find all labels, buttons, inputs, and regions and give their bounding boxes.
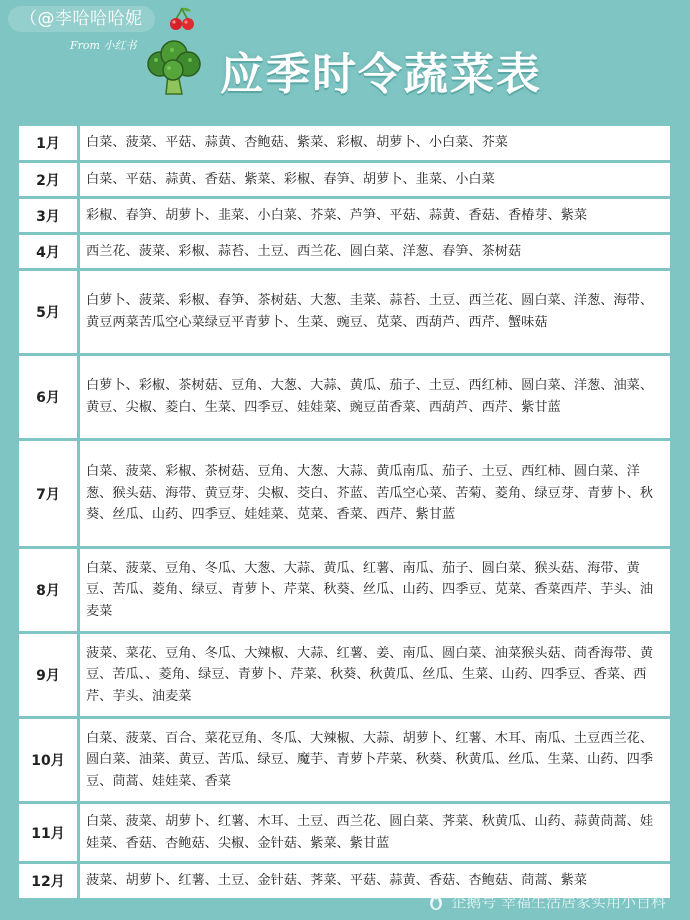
vegetable-cell: 白菜、平菇、蒜黄、香菇、紫菜、彩椒、春笋、胡萝卜、韭菜、小白菜 [86,171,495,187]
month-cell: 4月 [19,235,80,268]
header [0,0,690,120]
month-cell: 6月 [19,356,80,438]
vegetable-table [19,126,670,898]
table-row [19,356,670,441]
vegetable-cell: 白菜、菠菜、胡萝卜、红薯、木耳、土豆、西兰花、圆白菜、荠菜、秋黄瓜、山药、蒜黄茼蒿、娃娃菜、香菇、杏鲍菇、尖椒、金针菇、紫菜、紫甘蓝 [86,813,654,851]
vegetable-cell: 白菜、菠菜、彩椒、茶树菇、豆角、大葱、大蒜、黄瓜南瓜、茄子、土豆、西红柿、圆白菜、洋葱、猴头菇、海带、黄豆芽、尖椒、茭白、芥蓝、苦瓜空心菜、苦菊、菱角、绿豆芽、青萝卜、秋葵、丝瓜、山药、四季豆、娃娃菜、苋菜、香菜、西芹、紫甘蓝 [86,464,654,523]
vegetable-cell: 西兰花、菠菜、彩椒、蒜苔、土豆、西兰花、圆白菜、洋葱、春笋、茶树菇 [86,243,522,259]
table-row [19,441,670,549]
table-row [19,804,670,864]
vegetable-cell: 白萝卜、彩椒、茶树菇、豆角、大葱、大蒜、黄瓜、茄子、土豆、西红柿、圆白菜、洋葱、油菜、黄豆、尖椒、菱白、生菜、四季豆、娃娃菜、豌豆苗香菜、西葫芦、西芹、紫甘蓝 [86,378,654,415]
vegetable-cell: 白菜、菠菜、平菇、蒜黄、杏鲍菇、紫菜、彩椒、胡萝卜、小白菜、芥菜 [86,135,508,151]
watermark [427,891,666,912]
table-row [19,199,670,235]
table-row [19,271,670,356]
source-tag: From 小红书 [70,39,137,52]
month-cell: 3月 [19,199,80,232]
broccoli-icon [142,38,206,96]
table-row [19,634,670,719]
author-handle: （@李哈哈哈妮 [8,6,155,32]
month-cell: 1月 [19,126,80,160]
watermark-text: 企鹅号 幸福生活居家实用小百科 [451,893,666,911]
page-title: 应季时令蔬菜表 [220,49,542,100]
vegetable-cell: 白萝卜、菠菜、彩椒、春笋、茶树菇、大葱、圭菜、蒜苔、土豆、西兰花、圆白菜、洋葱、海带、黄豆两菜苦瓜空心菜绿豆平青萝卜、生菜、豌豆、苋菜、西葫芦、西芹、蟹味菇 [86,293,654,330]
penguin-icon [427,893,445,911]
vegetable-cell: 彩椒、春笋、胡萝卜、韭菜、小白菜、芥菜、芦笋、平菇、蒜黄、香菇、香椿芽、紫菜 [86,207,588,223]
vegetable-cell: 菠菜、菜花、豆角、冬瓜、大辣椒、大蒜、红薯、姜、南瓜、圆白菜、油菜猴头菇、茼香海带、黄豆、苦瓜、、菱角、绿豆、青萝卜、芹菜、秋葵、秋黄瓜、丝瓜、生菜、山药、四季豆、香菜、西芹、芋头、油麦菜 [86,645,654,704]
month-cell: 5月 [19,271,80,353]
month-cell: 10月 [19,719,80,801]
cherry-icon [168,6,196,32]
month-cell: 2月 [19,163,80,196]
month-cell: 8月 [19,549,80,631]
table-row [19,549,670,634]
month-cell: 7月 [19,441,80,546]
table-row [19,126,670,163]
month-cell: 9月 [19,634,80,716]
vegetable-cell: 白菜、菠菜、豆角、冬瓜、大葱、大蒜、黄瓜、红薯、南瓜、茄子、圆白菜、猴头菇、海带、黄豆、苦瓜、菱角、绿豆、青萝卜、芹菜、秋葵、丝瓜、山药、四季豆、苋菜、香菜西芹、芋头、油麦菜 [86,560,654,619]
month-cell: 11月 [19,804,80,861]
month-cell: 12月 [19,864,80,898]
table-row [19,235,670,271]
vegetable-cell: 白菜、菠菜、百合、菜花豆角、冬瓜、大辣椒、大蒜、胡萝卜、红薯、木耳、南瓜、土豆西兰花、圆白菜、油菜、黄豆、苦瓜、绿豆、魔芋、青萝卜芹菜、秋葵、秋黄瓜、丝瓜、生菜、山药、四季豆、茼蒿、娃娃菜、香菜 [86,730,654,789]
table-row [19,163,670,199]
vegetable-cell: 菠菜、胡萝卜、红薯、土豆、金针菇、荠菜、平菇、蒜黄、香菇、杏鲍菇、茼蒿、紫菜 [86,873,588,889]
table-row [19,719,670,804]
